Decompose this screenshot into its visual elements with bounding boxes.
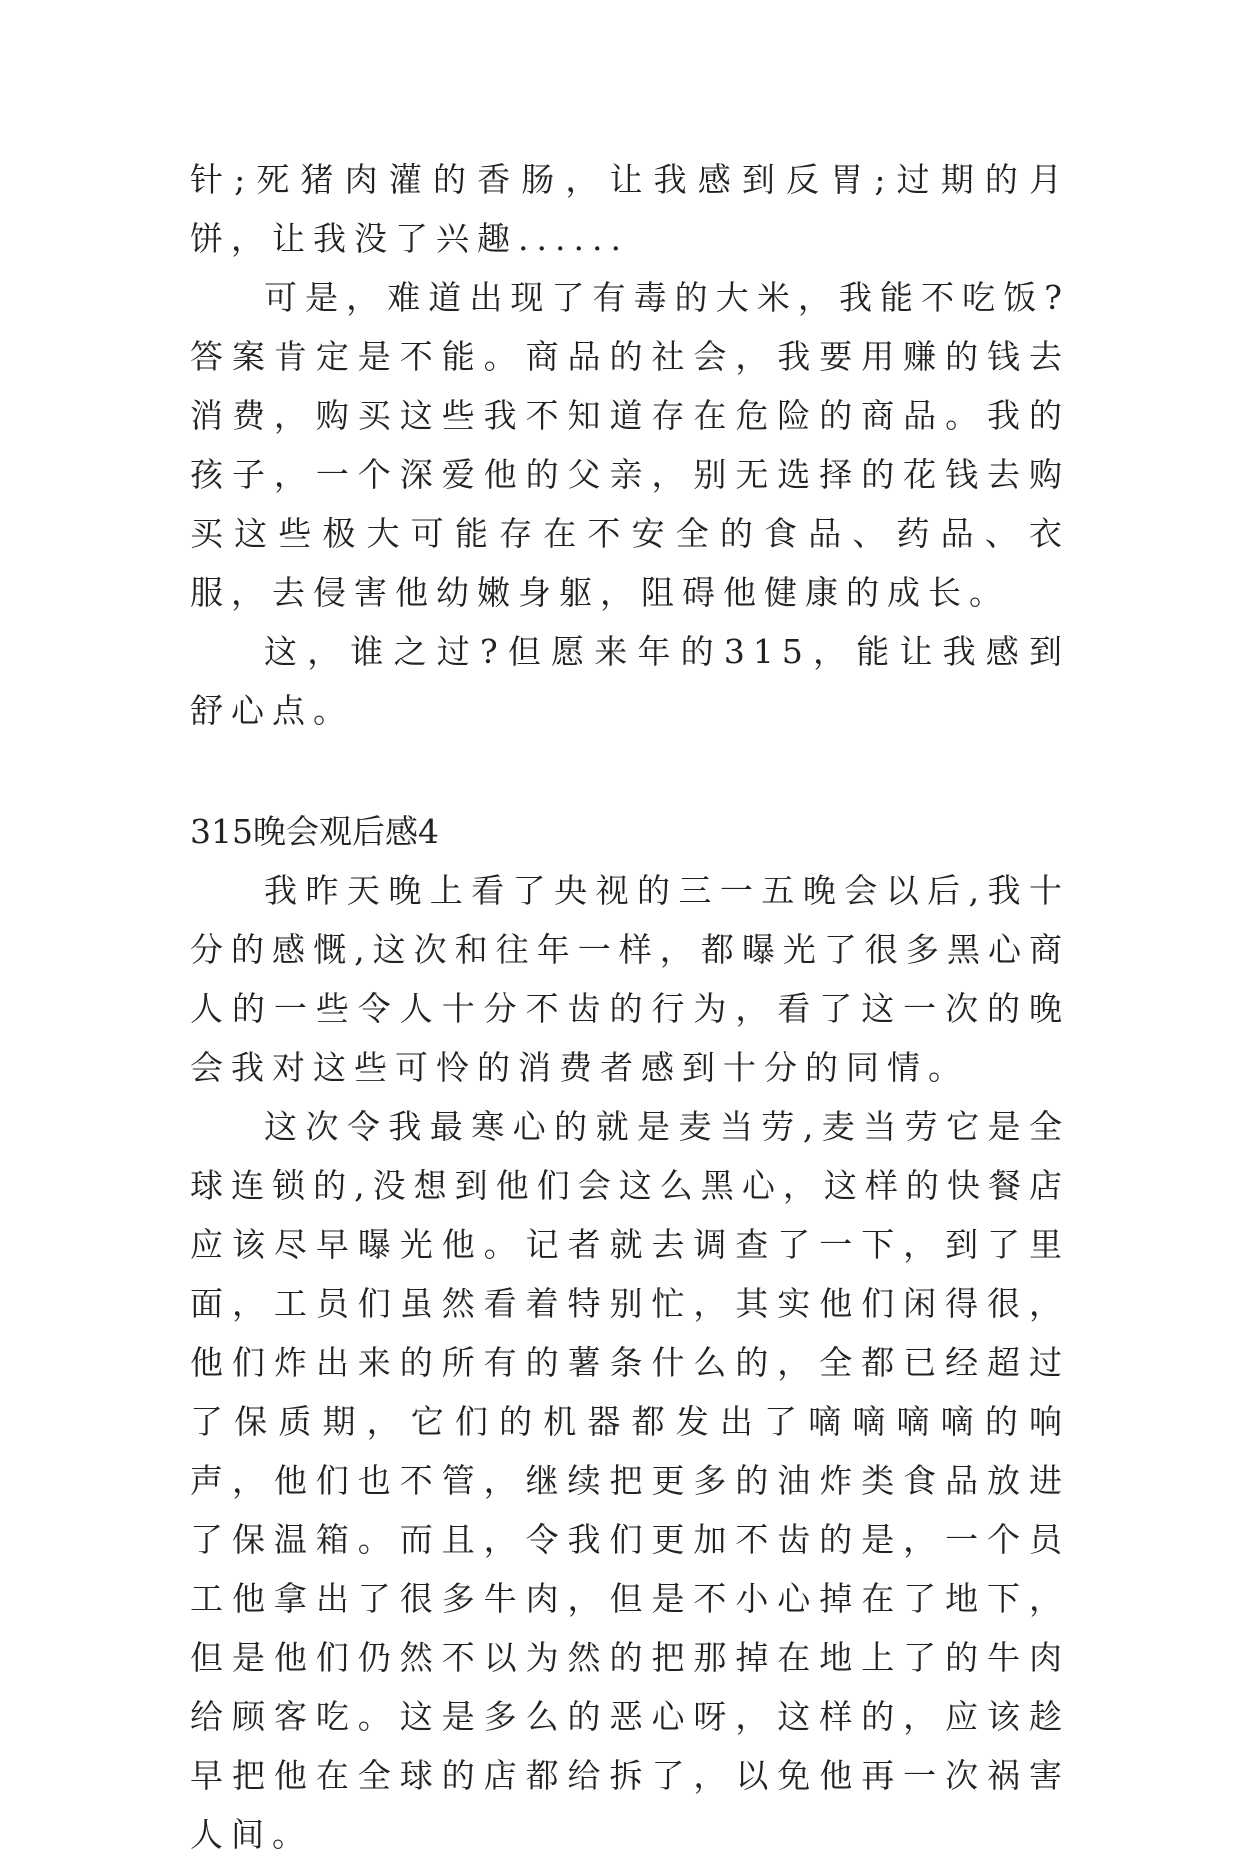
paragraph: 可是，难道出现了有毒的大米，我能不吃饭?答案肯定是不能。商品的社会，我要用赚的钱去消费，购买这些我不知道存在危险的商品。我的孩子，一个深爱他的父亲，别无选择的花钱去购买这些极大可能存在不安全的食品、药品、衣服，去侵害他幼嫩身躯，阻碍他健康的成长。 — [190, 278, 1070, 612]
paragraph: 我昨天晚上看了央视的三一五晚会以后,我十分的感慨,这次和往年一样，都曝光了很多黑心商人的一些令人十分不齿的行为，看了这一次的晚会我对这些可怜的消费者感到十分的同情。 — [190, 871, 1070, 1087]
document-body — [190, 150, 1070, 1864]
paragraph-continued: 针;死猪肉灌的香肠，让我感到反胃;过期的月饼，让我没了兴趣...... — [190, 160, 1070, 258]
paragraph: 这，谁之过?但愿来年的315，能让我感到舒心点。 — [190, 632, 1070, 730]
section-title: 315晚会观后感4 — [190, 812, 439, 851]
paragraph: 这次令我最寒心的就是麦当劳,麦当劳它是全球连锁的,没想到他们会这么黑心，这样的快餐店应该尽早曝光他。记者就去调查了一下，到了里面，工员们虽然看着特别忙，其实他们闲得很，他们炸出来的所有的薯条什么的，全都已经超过了保质期，它们的机器都发出了嘀嘀嘀嘀的响声，他们也不管，继续把更多的油炸类食品放进了保温箱。而且，令我们更加不齿的是，一个员工他拿出了很多牛肉，但是不小心掉在了地下，但是他们仍然不以为然的把那掉在地上了的牛肉给顾客吃。这是多么的恶心呀，这样的，应该趁早把他在全球的店都给拆了，以免他再一次祸害人间。 — [190, 1107, 1070, 1854]
